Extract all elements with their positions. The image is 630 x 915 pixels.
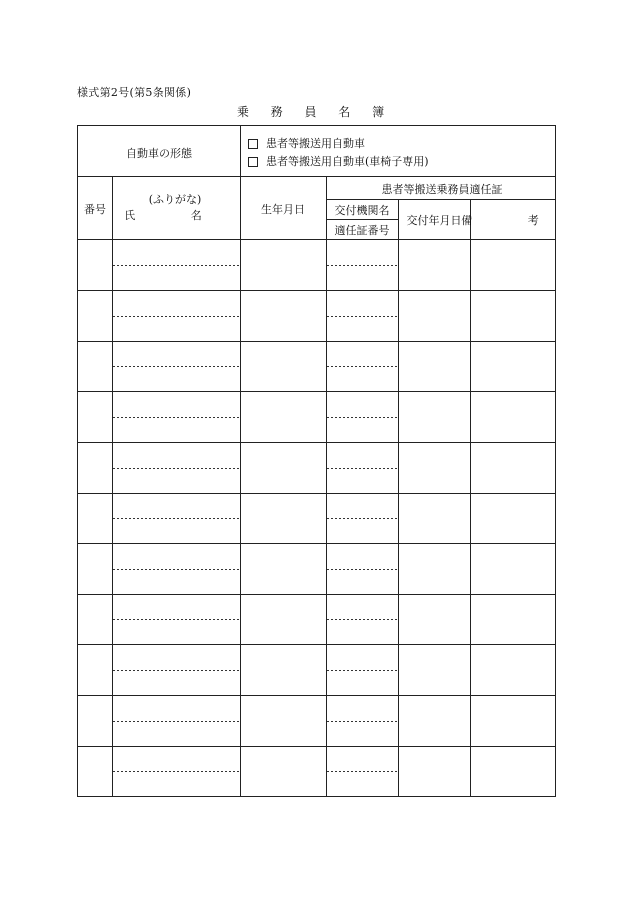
issue-date-cell[interactable] (399, 545, 470, 594)
number-cell[interactable] (78, 646, 112, 695)
column-header-remarks: 備 考 (461, 214, 565, 227)
remarks-cell[interactable] (471, 747, 555, 796)
certificate-cell[interactable] (327, 494, 398, 543)
name-cell[interactable] (113, 393, 240, 442)
birthdate-cell[interactable] (241, 443, 326, 492)
birthdate-cell[interactable] (241, 545, 326, 594)
name-cell[interactable] (113, 595, 240, 644)
number-cell[interactable] (78, 545, 112, 594)
remarks-cell[interactable] (471, 646, 555, 695)
remarks-cell[interactable] (471, 494, 555, 543)
name-cell[interactable] (113, 342, 240, 391)
number-cell[interactable] (78, 696, 112, 745)
remarks-cell[interactable] (471, 393, 555, 442)
certificate-cell[interactable] (327, 747, 398, 796)
column-header-issuing-agency: 交付機関名 (334, 204, 390, 217)
remarks-cell[interactable] (471, 545, 555, 594)
number-cell[interactable] (78, 595, 112, 644)
birthdate-cell[interactable] (241, 494, 326, 543)
issue-date-cell[interactable] (399, 646, 470, 695)
crew-roster-table (77, 125, 565, 797)
certificate-cell[interactable] (327, 545, 398, 594)
column-header-certificate-number: 適任証番号 (334, 224, 390, 237)
name-cell[interactable] (113, 545, 240, 594)
birthdate-cell[interactable] (241, 595, 326, 644)
birthdate-cell[interactable] (241, 747, 326, 796)
birthdate-cell[interactable] (241, 292, 326, 341)
name-cell[interactable] (113, 747, 240, 796)
column-header-number: 番号 (84, 203, 106, 216)
number-cell[interactable] (78, 494, 112, 543)
certificate-cell[interactable] (327, 443, 398, 492)
issue-date-cell[interactable] (399, 595, 470, 644)
name-cell[interactable] (113, 696, 240, 745)
name-cell[interactable] (113, 241, 240, 290)
number-cell[interactable] (78, 241, 112, 290)
birthdate-cell[interactable] (241, 393, 326, 442)
number-cell[interactable] (78, 443, 112, 492)
number-cell[interactable] (78, 393, 112, 442)
form-number: 様式第2号(第5条関係) (77, 86, 192, 99)
birthdate-cell[interactable] (241, 342, 326, 391)
vehicle-option-checkbox-2[interactable] (248, 157, 258, 167)
vehicle-option-label-2: 患者等搬送用自動車(車椅子専用) (266, 155, 429, 168)
certificate-cell[interactable] (327, 595, 398, 644)
number-cell[interactable] (78, 342, 112, 391)
column-header-certificate-group: 患者等搬送乗務員適任証 (381, 183, 503, 196)
certificate-cell[interactable] (327, 696, 398, 745)
number-cell[interactable] (78, 747, 112, 796)
name-cell[interactable] (113, 292, 240, 341)
vehicle-option-checkbox-1[interactable] (248, 139, 258, 149)
name-cell[interactable] (113, 443, 240, 492)
issue-date-cell[interactable] (399, 342, 470, 391)
issue-date-cell[interactable] (399, 696, 470, 745)
remarks-cell[interactable] (471, 443, 555, 492)
column-header-issue-date: 交付年月日 (406, 214, 462, 227)
name-cell[interactable] (113, 494, 240, 543)
issue-date-cell[interactable] (399, 443, 470, 492)
certificate-cell[interactable] (327, 393, 398, 442)
certificate-cell[interactable] (327, 241, 398, 290)
issue-date-cell[interactable] (399, 292, 470, 341)
name-cell[interactable] (113, 646, 240, 695)
column-header-name: 氏 名 (124, 209, 228, 222)
birthdate-cell[interactable] (241, 241, 326, 290)
column-header-furigana: (ふりがな) (148, 193, 202, 206)
birthdate-cell[interactable] (241, 696, 326, 745)
issue-date-cell[interactable] (399, 747, 470, 796)
birthdate-cell[interactable] (241, 646, 326, 695)
certificate-cell[interactable] (327, 292, 398, 341)
certificate-cell[interactable] (327, 342, 398, 391)
remarks-cell[interactable] (471, 292, 555, 341)
issue-date-cell[interactable] (399, 241, 470, 290)
remarks-cell[interactable] (471, 696, 555, 745)
page-title: 乗 務 員 名 簿 (236, 105, 394, 119)
certificate-cell[interactable] (327, 646, 398, 695)
number-cell[interactable] (78, 292, 112, 341)
remarks-cell[interactable] (471, 342, 555, 391)
remarks-cell[interactable] (471, 595, 555, 644)
remarks-cell[interactable] (471, 241, 555, 290)
issue-date-cell[interactable] (399, 393, 470, 442)
column-header-birthdate: 生年月日 (261, 203, 305, 216)
issue-date-cell[interactable] (399, 494, 470, 543)
vehicle-type-label: 自動車の形態 (126, 147, 192, 160)
vehicle-option-label-1: 患者等搬送用自動車 (266, 137, 365, 150)
